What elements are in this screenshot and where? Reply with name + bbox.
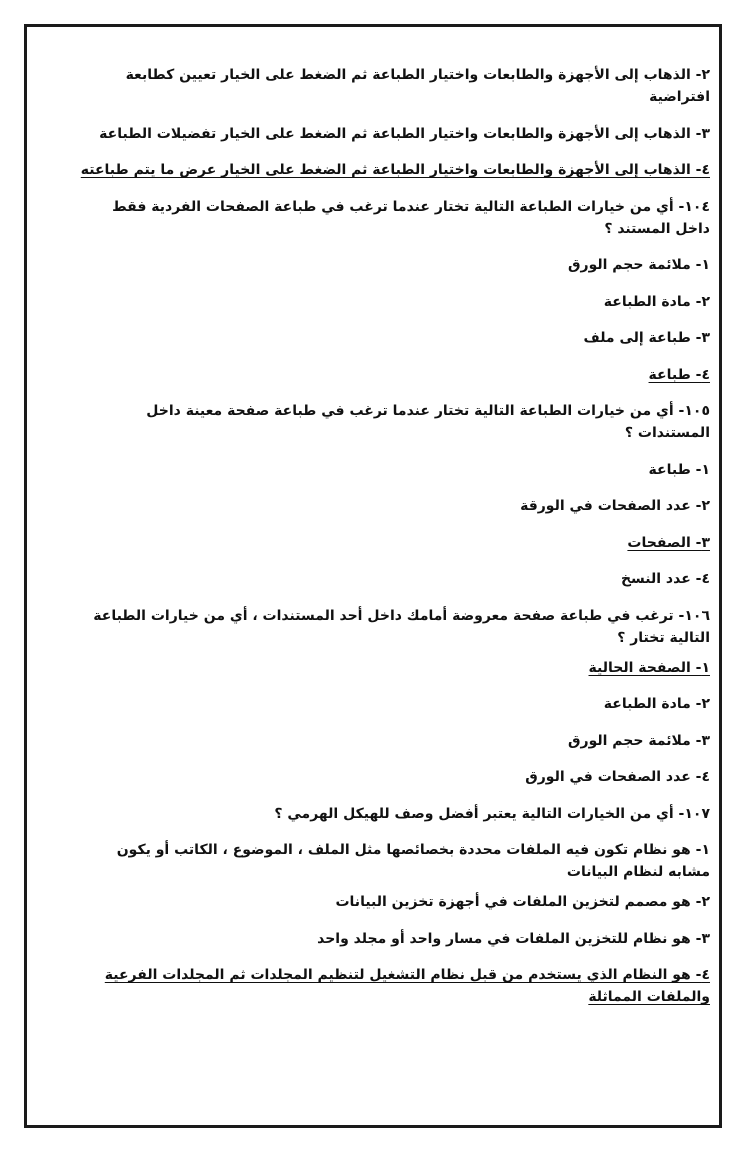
question-106: ١٠٦- ترغب في طباعة صفحة معروضة أمامك داخل أحد المستندات ، أي من خيارات الطباعة التالية تختار ؟ bbox=[93, 607, 710, 646]
answer-option: ١- ملائمة حجم الورق bbox=[568, 257, 710, 273]
answer-option: ٣- طباعة إلى ملف bbox=[583, 330, 710, 346]
answer-option: ٤- عدد الصفحات في الورق bbox=[525, 769, 710, 785]
answer-option: ٢- الذهاب إلى الأجهزة والطابعات واختيار الطباعة ثم الضغط على الخيار تعيين كطابعة افتراضية bbox=[125, 67, 710, 105]
answer-option: ٣- الذهاب إلى الأجهزة والطابعات واختيار الطباعة ثم الضغط على الخيار تفضيلات الطباعة bbox=[99, 125, 710, 142]
answer-option: ٢- هو مصمم لتخزين الملفات في أجهزة تخزين البيانات bbox=[335, 894, 710, 910]
answer-option-correct: ٤- هو النظام الذي يستخدم من قبل نظام التشغيل لتنظيم المجلدات ثم المجلدات الفرعية والملفات المماثلة bbox=[104, 967, 710, 1005]
answer-option-correct: ٤- طباعة bbox=[648, 366, 710, 383]
answer-option: ١- طباعة bbox=[648, 461, 710, 478]
answer-option: ٢- مادة الطباعة bbox=[603, 293, 710, 310]
answer-option: ٣- ملائمة حجم الورق bbox=[568, 732, 710, 749]
answer-option: ٤- عدد النسخ bbox=[620, 571, 710, 587]
question-105: ١٠٥- أي من خيارات الطباعة التالية تختار عندما ترغب في طباعة صفحة معينة داخل المستندات ؟ bbox=[146, 403, 710, 441]
answer-option: ٣- هو نظام للتخزين الملفات في مسار واحد أو مجلد واحد bbox=[317, 930, 710, 947]
question-107: ١٠٧- أي من الخيارات التالية يعتبر أفضل وصف للهيكل الهرمي ؟ bbox=[274, 805, 710, 822]
answer-option: ٢- مادة الطباعة bbox=[603, 696, 710, 712]
answer-option-correct: ٣- الصفحات bbox=[627, 534, 710, 551]
question-104: ١٠٤- أي من خيارات الطباعة التالية تختار عندما ترغب في طباعة الصفحات الفردية فقط داخل المستند ؟ bbox=[112, 198, 710, 237]
answer-option: ١- هو نظام تكون فيه الملفات محددة بخصائصها مثل الملف ، الموضوع ، الكاتب أو يكون مشابه لنظام البيانات bbox=[116, 842, 710, 880]
document-body bbox=[80, 64, 710, 1023]
answer-option: ٢- عدد الصفحات في الورقة bbox=[520, 498, 710, 514]
answer-option-correct: ٤- الذهاب إلى الأجهزة والطابعات واختيار الطباعة ثم الضغط على الخيار عرض ما يتم طباعته bbox=[80, 162, 710, 178]
answer-option-correct: ١- الصفحة الحالية bbox=[588, 659, 710, 676]
